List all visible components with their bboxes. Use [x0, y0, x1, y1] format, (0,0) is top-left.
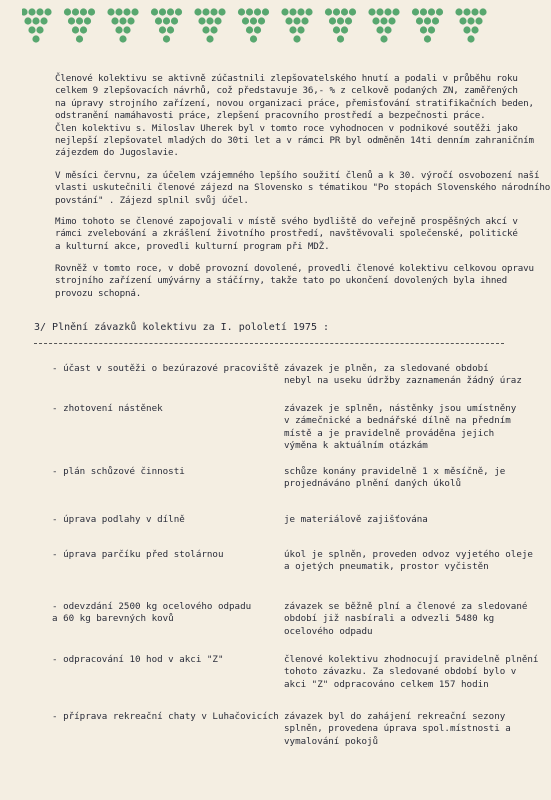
green-dot [246, 26, 253, 33]
status-line: schůze konány pravidelně 1 x měsíčně, je [284, 466, 506, 477]
green-dot [333, 8, 340, 15]
paragraph-slovakia-trip [55, 170, 550, 207]
green-dot [345, 17, 352, 24]
text-line: povstání" . Zájezd splnil svůj účel. [55, 194, 249, 206]
green-dot [432, 17, 439, 24]
green-dot [380, 35, 387, 42]
green-dot [76, 17, 83, 24]
green-dot [127, 17, 134, 24]
status-line: období již nasbírali a odvezli 5480 kg [284, 613, 495, 625]
green-dot [171, 17, 178, 24]
green-dot [420, 26, 427, 33]
green-dot [467, 35, 474, 42]
green-dot [80, 8, 87, 15]
green-dot [471, 26, 478, 33]
green-dot [258, 17, 265, 24]
commitment-label: - zhotovení nástěnek [52, 403, 163, 414]
green-dot [420, 8, 427, 15]
text-line: strojního zařízení umývárny a stáčírny, takže tato po ukončení dovolených byla ihned [55, 275, 508, 287]
green-dot [376, 26, 383, 33]
green-dot [151, 8, 158, 15]
green-dot [412, 8, 419, 15]
green-dot [194, 8, 201, 15]
green-dot [167, 26, 174, 33]
green-dot [32, 35, 39, 42]
text-line: zájezdem do Jugoslavie. [55, 147, 179, 159]
commitment-item [52, 601, 251, 626]
commitment-item [52, 403, 163, 415]
status-line: a ojetých pneumatik, prostor vyčistěn [284, 561, 489, 573]
text-line: vlasti uskutečnili členové zájezd na Slovensko s tématikou "Po stopách Slovenského národního [55, 182, 551, 194]
green-dot [301, 17, 308, 24]
status-line: výměna k aktuálním otázkám [284, 440, 428, 452]
text-line: Mimo tohoto se členové zapojovali v místě svého bydliště do veřejně prospěšných akcí v [55, 216, 518, 227]
green-dot [28, 8, 35, 15]
green-dot [337, 35, 344, 42]
green-dot [72, 8, 79, 15]
green-dot [111, 17, 118, 24]
green-dot [459, 17, 466, 24]
green-dot [428, 26, 435, 33]
green-dot [463, 26, 470, 33]
text-line: V měsíci červnu, za účelem vzájemného lepšího soužití členů a k 30. výročí osvobození naší [55, 170, 540, 181]
green-dot [214, 17, 221, 24]
green-dot [163, 35, 170, 42]
status-line: závazek byl do zahájení rekreační sezony [284, 711, 506, 722]
green-dot [250, 35, 257, 42]
green-dot [376, 8, 383, 15]
green-dot [131, 8, 138, 15]
green-dot [392, 8, 399, 15]
commitment-label: - odevzdání 2500 kg ocelového odpadu [52, 601, 252, 612]
commitment-item [52, 363, 279, 375]
status-line: v zámečnické a bednářské dílně na předním [284, 415, 511, 427]
green-dot [115, 26, 122, 33]
green-dot [206, 17, 213, 24]
green-dot [36, 26, 43, 33]
green-dot [175, 8, 182, 15]
green-dot [436, 8, 443, 15]
green-dot [202, 8, 209, 15]
green-dot [210, 8, 217, 15]
status-line: závazek je plněn, za sledované období [284, 363, 489, 374]
green-dot [238, 8, 245, 15]
commitment-label: - odpracování 10 hod v akci "Z" [52, 654, 224, 665]
section-heading: 3/ Plnění závazků kolektivu za I. pololetí 1975 : [34, 322, 330, 333]
green-dot [210, 26, 217, 33]
commitment-label: - úprava podlahy v dílně [52, 514, 185, 525]
green-dot [32, 17, 39, 24]
green-dot [68, 17, 75, 24]
green-dot [163, 17, 170, 24]
green-dot [467, 17, 474, 24]
commitment-status [284, 403, 516, 453]
commitment-label: - plán schůzové činnosti [52, 466, 185, 477]
green-dot [123, 8, 130, 15]
green-dot [159, 26, 166, 33]
green-dot [455, 8, 462, 15]
status-line: závazek je splněn, nástěnky jsou umístněny [284, 403, 517, 414]
commitment-status [284, 549, 533, 574]
text-line: nejlepší zlepšovatel mladých do 30ti let a v rámci PR byl odměněn 14ti denním zahraničním [55, 135, 534, 147]
commitment-item [52, 654, 223, 666]
green-dot [115, 8, 122, 15]
green-dot [329, 17, 336, 24]
green-dot [72, 26, 79, 33]
status-line: tohoto závazku. Za sledované období bylo v [284, 666, 517, 678]
commitment-status [284, 654, 538, 691]
green-dot [159, 8, 166, 15]
green-dot [107, 8, 114, 15]
green-dot [416, 17, 423, 24]
green-dot [293, 17, 300, 24]
text-line: celkem 9 zlepšovacích návrhů, což představuje 36,- % z celkově podaných ZN, zaměřených [55, 85, 518, 97]
green-dot [428, 8, 435, 15]
green-dot [123, 26, 130, 33]
green-dot [297, 26, 304, 33]
commitment-item [52, 514, 185, 526]
green-dot [206, 35, 213, 42]
green-dot [297, 8, 304, 15]
green-dot [155, 17, 162, 24]
text-line: na úpravy strojního zařízení, novou organizaci práce, přemisťování stratifikačních beden, [55, 97, 534, 109]
green-dot [372, 17, 379, 24]
green-dot [349, 8, 356, 15]
status-line: místě a je pravidelně prováděna jejich [284, 427, 495, 439]
green-dot [471, 8, 478, 15]
green-dot [76, 35, 83, 42]
green-dot [119, 17, 126, 24]
green-dot [475, 17, 482, 24]
text-line: Rovněž v tomto roce, v době provozní dovolené, provedli členové kolektivu celkovou opravu [55, 263, 534, 274]
commitment-item [52, 711, 279, 723]
green-dot [64, 8, 71, 15]
green-dot [28, 26, 35, 33]
commitment-item [52, 549, 223, 561]
green-dot [198, 17, 205, 24]
green-dot [167, 8, 174, 15]
status-line: splněn, provedena úprava spol.místnosti a [284, 723, 511, 735]
heading-divider [34, 343, 504, 344]
status-line: projednáváno plnění daných úkolů [284, 478, 462, 490]
green-dot [341, 8, 348, 15]
text-line: a kulturní akce, provedli kulturní program při MDŽ. [55, 240, 330, 252]
status-line: ocelového odpadu [284, 625, 373, 637]
commitment-label: - příprava rekreační chaty v Luhačovicích [52, 711, 279, 722]
text-line: rámci zvelebování a zkrášlení životního prostředí, navštěvovali společenské, politické [55, 228, 518, 240]
green-dot [218, 8, 225, 15]
commitment-label: - úprava parčíku před stolárnou [52, 549, 224, 560]
green-dot [254, 8, 261, 15]
green-dot [333, 26, 340, 33]
green-dot [388, 17, 395, 24]
green-dot [36, 8, 43, 15]
green-dot [368, 8, 375, 15]
green-dot [285, 17, 292, 24]
text-line: provozu schopná. [55, 287, 142, 299]
green-dot [325, 8, 332, 15]
commitment-status [284, 514, 428, 526]
paragraph-improvement-proposals [55, 73, 534, 160]
commitment-label: - účast v soutěži o bezúrazové pracoviště [52, 363, 279, 374]
status-line: nebyl na useku údržby zaznamenán žádný úraz [284, 375, 522, 387]
commitment-status [284, 711, 511, 748]
green-dot [384, 8, 391, 15]
green-dot [250, 17, 257, 24]
status-line: členové kolektivu zhodnocují pravidelně plnění [284, 654, 539, 665]
green-dot [84, 17, 91, 24]
green-dot-ornament [22, 4, 522, 54]
paragraph-public-activities [55, 216, 518, 253]
status-line: akci "Z" odpracováno celkem 157 hodin [284, 678, 489, 690]
text-line: Člen kolektivu s. Miloslav Uherek byl v tomto roce vyhodnocen v podnikové soutěži jako [55, 122, 518, 134]
status-line: závazek se běžně plní a členové za sledované [284, 601, 528, 612]
green-dot [289, 8, 296, 15]
green-dot [463, 8, 470, 15]
green-dot [80, 26, 87, 33]
status-line: úkol je splněn, proveden odvoz vyjetého oleje [284, 549, 533, 560]
green-dot [281, 8, 288, 15]
commitment-status [284, 363, 522, 388]
green-dot [88, 8, 95, 15]
green-dot [305, 8, 312, 15]
paragraph-equipment-repair [55, 263, 534, 300]
text-line: Členové kolektivu se aktivně zúčastnili zlepšovatelského hnutí a podali v průběhu roku [55, 73, 518, 84]
status-line: je materiálově zajišťována [284, 514, 428, 525]
green-dot [119, 35, 126, 42]
green-dot [254, 26, 261, 33]
green-dot [44, 8, 51, 15]
text-line: odstranění namáhavosti práce, zlepšení pracovního prostředí a bezpečnosti práce. [55, 110, 486, 122]
green-dot [479, 8, 486, 15]
green-dot [202, 26, 209, 33]
status-line: vymalování pokojů [284, 735, 379, 747]
commitment-item [52, 466, 185, 478]
green-dot [380, 17, 387, 24]
green-dot [40, 17, 47, 24]
green-dot [289, 26, 296, 33]
green-dot [22, 8, 28, 15]
green-dot [242, 17, 249, 24]
green-dot [24, 17, 31, 24]
green-dot [262, 8, 269, 15]
commitment-status [284, 466, 505, 491]
commitment-status [284, 601, 527, 638]
green-dot [424, 17, 431, 24]
green-dot [293, 35, 300, 42]
commitment-label: a 60 kg barevných kovů [52, 613, 174, 625]
green-dot [384, 26, 391, 33]
green-dot [337, 17, 344, 24]
green-dot [246, 8, 253, 15]
green-dot [424, 35, 431, 42]
green-dot [341, 26, 348, 33]
